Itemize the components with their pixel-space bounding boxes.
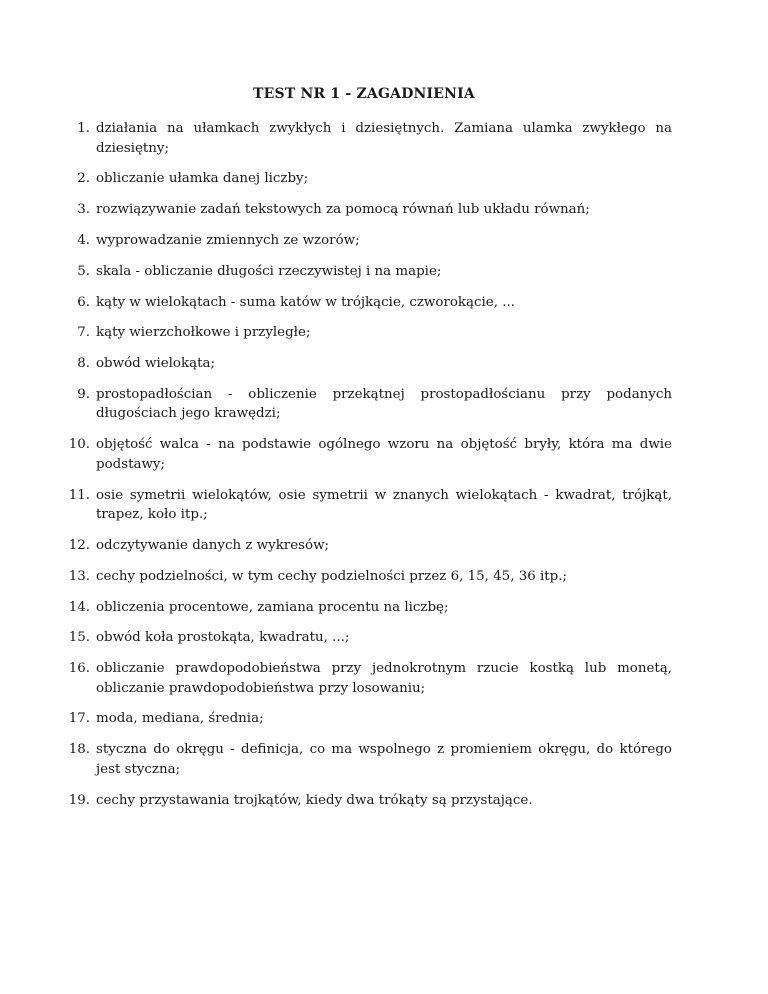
item-number: 2.: [77, 171, 90, 187]
list-item: [68, 598, 672, 618]
list-item: [77, 200, 672, 220]
item-number: 10.: [68, 437, 90, 453]
item-text: prostopadłościan - obliczenie przekątnej prostopadłościanu przy podanych długościach jego krawędzi;: [96, 386, 672, 422]
item-text: działania na ułamkach zwykłych i dziesiętnych. Zamiana ulamka zwykłego na dziesiętny;: [96, 121, 672, 156]
list-item: [77, 323, 672, 343]
item-text: obliczanie prawdopodobieństwa przy jednokrotnym rzucie kostką lub monetą, obliczanie prawdopodobieństwa przy losowaniu;: [96, 661, 672, 696]
list-item: [68, 791, 672, 811]
item-number: 12.: [68, 537, 90, 553]
item-number: 17.: [68, 711, 90, 727]
item-text: moda, mediana, średnia;: [96, 711, 264, 727]
item-text: cechy podzielności, w tym cechy podzielności przez 6, 15, 45, 36 itp.;: [96, 568, 568, 584]
item-text: obwód koła prostokąta, kwadratu, ...;: [96, 630, 350, 646]
list-item: [77, 262, 672, 282]
item-text: skala - obliczanie długości rzeczywistej i na mapie;: [96, 263, 442, 279]
item-number: 13.: [68, 568, 90, 584]
item-number: 9.: [77, 386, 90, 402]
list-item: [68, 435, 672, 474]
item-text: rozwiązywanie zadań tekstowych za pomocą równań lub układu równań;: [96, 202, 590, 218]
item-number: 19.: [68, 792, 90, 808]
list-item: [77, 169, 672, 189]
item-text: cechy przystawania trojkątów, kiedy dwa trókąty są przystające.: [96, 792, 533, 808]
item-text: obwód wielokąta;: [96, 356, 215, 372]
item-text: obliczanie ułamka danej liczby;: [96, 171, 309, 187]
list-item: [68, 536, 672, 556]
list-item: [77, 293, 672, 313]
list-item: [68, 740, 672, 779]
item-text: objętość walca - na podstawie ogólnego wzoru na objętość bryły, która ma dwie podstawy;: [96, 437, 672, 472]
item-text: odczytywanie danych z wykresów;: [96, 537, 330, 553]
item-number: 6.: [77, 294, 90, 310]
list-item: [77, 385, 672, 424]
item-text: kąty w wielokątach - suma katów w trójkącie, czworokącie, ...: [96, 294, 516, 310]
item-number: 8.: [77, 356, 90, 372]
item-number: 15.: [68, 630, 90, 646]
item-number: 7.: [77, 325, 90, 341]
item-number: 11.: [68, 487, 90, 503]
list-item: [77, 354, 672, 374]
list-item: [68, 567, 672, 587]
item-text: obliczenia procentowe, zamiana procentu na liczbę;: [96, 599, 449, 615]
list-item: [68, 628, 672, 648]
list-item: [68, 659, 672, 698]
item-text: styczna do okręgu - definicja, co ma wspolnego z promieniem okręgu, do którego jest styczna;: [96, 742, 672, 777]
item-number: 14.: [68, 599, 90, 615]
page-title: TEST NR 1 - ZAGADNIENIA: [253, 86, 475, 102]
topics-list: [68, 119, 672, 821]
item-number: 18.: [68, 742, 90, 758]
item-number: 16.: [68, 661, 90, 677]
list-item: [68, 486, 672, 525]
item-text: osie symetrii wielokątów, osie symetrii w znanych wielokątach - kwadrat, trójkąt, trapez, koło itp.;: [96, 487, 672, 523]
item-number: 4.: [77, 232, 90, 248]
item-number: 1.: [77, 121, 90, 136]
item-number: 3.: [77, 202, 90, 218]
item-number: 5.: [77, 263, 90, 279]
item-text: wyprowadzanie zmiennych ze wzorów;: [96, 232, 360, 248]
list-item: [77, 231, 672, 251]
list-item: [77, 119, 672, 158]
list-item: [68, 709, 672, 729]
item-text: kąty wierzchołkowe i przyległe;: [96, 325, 311, 341]
